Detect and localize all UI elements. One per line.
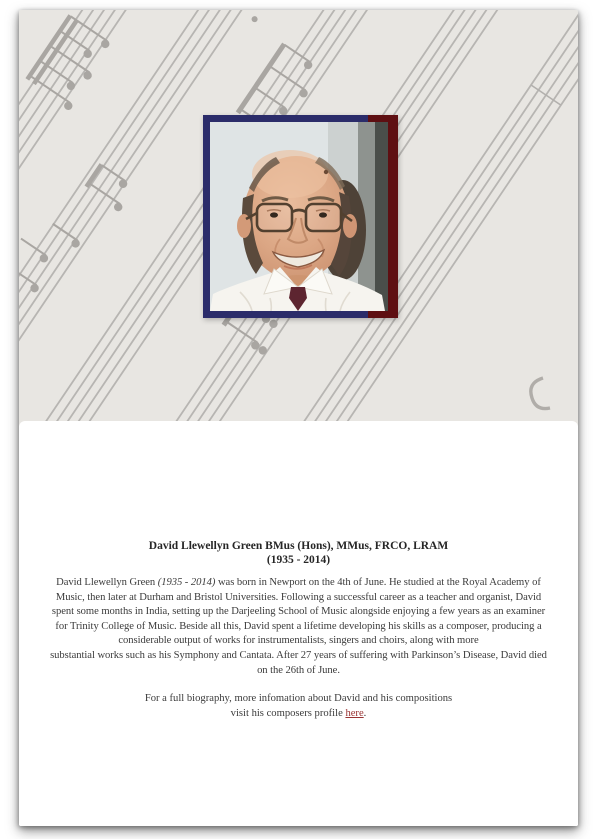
portrait-photo xyxy=(210,122,388,311)
years-subtitle: (1935 - 2014) xyxy=(266,554,331,566)
bio-line-2: Music, then later at Durham and Bristol Universities. Following a successful career as a teacher and organist, David xyxy=(55,591,542,603)
bio-line-6: substantial works such as his Symphony and Cantata. After 27 years of suffering with Parkinson’s Disease, David died xyxy=(50,649,547,661)
footer-line-1: For a full biography, more infomation about David and his compositions xyxy=(144,693,453,705)
sheet-music-hero xyxy=(19,10,578,427)
footer-note xyxy=(19,692,578,721)
bio-line-4: for Trinity College of Music. Beside all this, David spent a lifetime developing his skills as a composer, producing a xyxy=(55,620,542,632)
footer-line-2-pre: visit his composers profile xyxy=(230,707,346,719)
bio-line-1-pre: David Llewellyn Green xyxy=(56,577,158,588)
bio-line-1 xyxy=(19,576,578,591)
page-title: David Llewellyn Green BMus (Hons), MMus, FRCO, LRAM xyxy=(148,540,449,552)
footer-line-2-post: . xyxy=(363,707,367,719)
page-card xyxy=(19,10,578,826)
bio-line-7: on the 26th of June. xyxy=(257,664,340,676)
composers-profile-link[interactable]: here xyxy=(345,707,364,719)
bio-line-1-years-italic: (1935 - 2014) xyxy=(157,577,216,588)
bio-line-5: considerable output of works for instrumentalists, singers and choirs, along with more xyxy=(118,635,479,647)
footer-line-2 xyxy=(19,707,578,722)
bio-line-3: spent some months in India, setting up the Darjeeling School of Music alongside enjoying a few years as an examiner xyxy=(51,606,546,618)
bio-paragraph xyxy=(19,576,578,678)
content-section xyxy=(19,421,578,826)
portrait-frame xyxy=(203,115,398,318)
page-title-block xyxy=(19,421,578,567)
bio-line-1-post: was born in Newport on the 4th of June. He studied at the Royal Academy of xyxy=(215,577,541,588)
